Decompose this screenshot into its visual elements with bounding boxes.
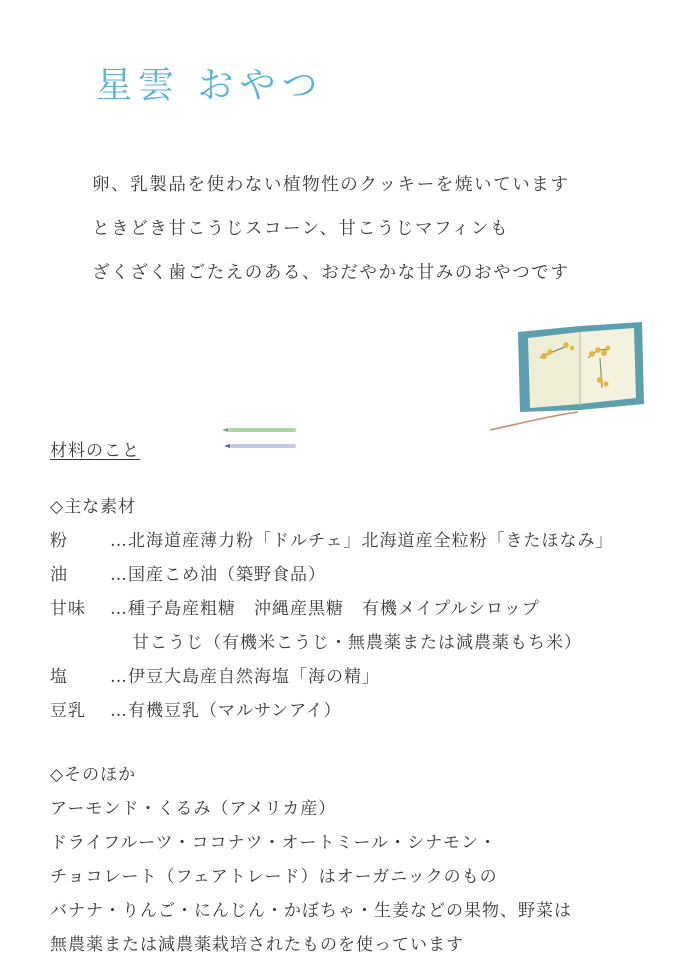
ingredient-key: 塩 (50, 667, 68, 687)
ingredient-row (50, 660, 680, 694)
ingredient-continuation: 甘こうじ（有機米こうじ・無農薬または減農薬もち米） (132, 633, 582, 653)
open-book-illustration (488, 318, 652, 436)
other-line: チョコレート（フェアトレード）はオーガニックのもの (50, 867, 498, 887)
other-ingredients-heading: ◇そのほか (50, 765, 137, 785)
ingredient-value: …種子島産粗糖 沖縄産黒糖 有機メイプルシロップ (110, 599, 540, 619)
ingredient-value: …国産こめ油（築野食品） (110, 565, 326, 585)
ingredient-key: 甘味 (50, 599, 86, 619)
ingredient-value: …有機豆乳（マルサンアイ） (110, 701, 342, 721)
other-line: 無農薬または減農薬栽培されたものを使っています (50, 935, 464, 955)
ingredient-value: …伊豆大島産自然海塩「海の精」 (110, 667, 380, 687)
colored-pencils-illustration (222, 424, 302, 454)
ingredient-key: 粉 (50, 531, 68, 551)
other-line: アーモンド・くるみ（アメリカ産） (50, 799, 337, 819)
main-ingredients (50, 490, 680, 728)
ingredient-row (50, 694, 680, 728)
logo-text: 星雲 おやつ (96, 65, 324, 106)
intro-line-3: ざくざく歯ごたえのある、おだやかな甘みのおやつです (92, 263, 570, 283)
main-ingredients-heading: ◇主な素材 (50, 497, 137, 517)
ingredient-key: 油 (50, 565, 68, 585)
ingredients-title: 材料のこと (50, 441, 140, 461)
logo (96, 60, 324, 112)
other-line: バナナ・りんご・にんじん・かぼちゃ・生姜などの果物、野菜は (50, 901, 572, 921)
intro-line-1: 卵、乳製品を使わない植物性のクッキーを焼いています (92, 175, 570, 195)
intro-text (92, 163, 652, 295)
other-line: ドライフルーツ・ココナツ・オートミール・シナモン・ (50, 833, 498, 853)
ingredient-key: 豆乳 (50, 701, 86, 721)
ingredient-row (50, 524, 680, 558)
ingredient-row (50, 592, 680, 626)
ingredient-value: …北海道産薄力粉「ドルチェ」北海道産全粒粉「きたほなみ」 (110, 531, 614, 551)
ingredient-row (50, 558, 680, 592)
other-ingredients (50, 758, 680, 962)
intro-line-2: ときどき甘こうじスコーン、甘こうじマフィンも (92, 219, 510, 239)
